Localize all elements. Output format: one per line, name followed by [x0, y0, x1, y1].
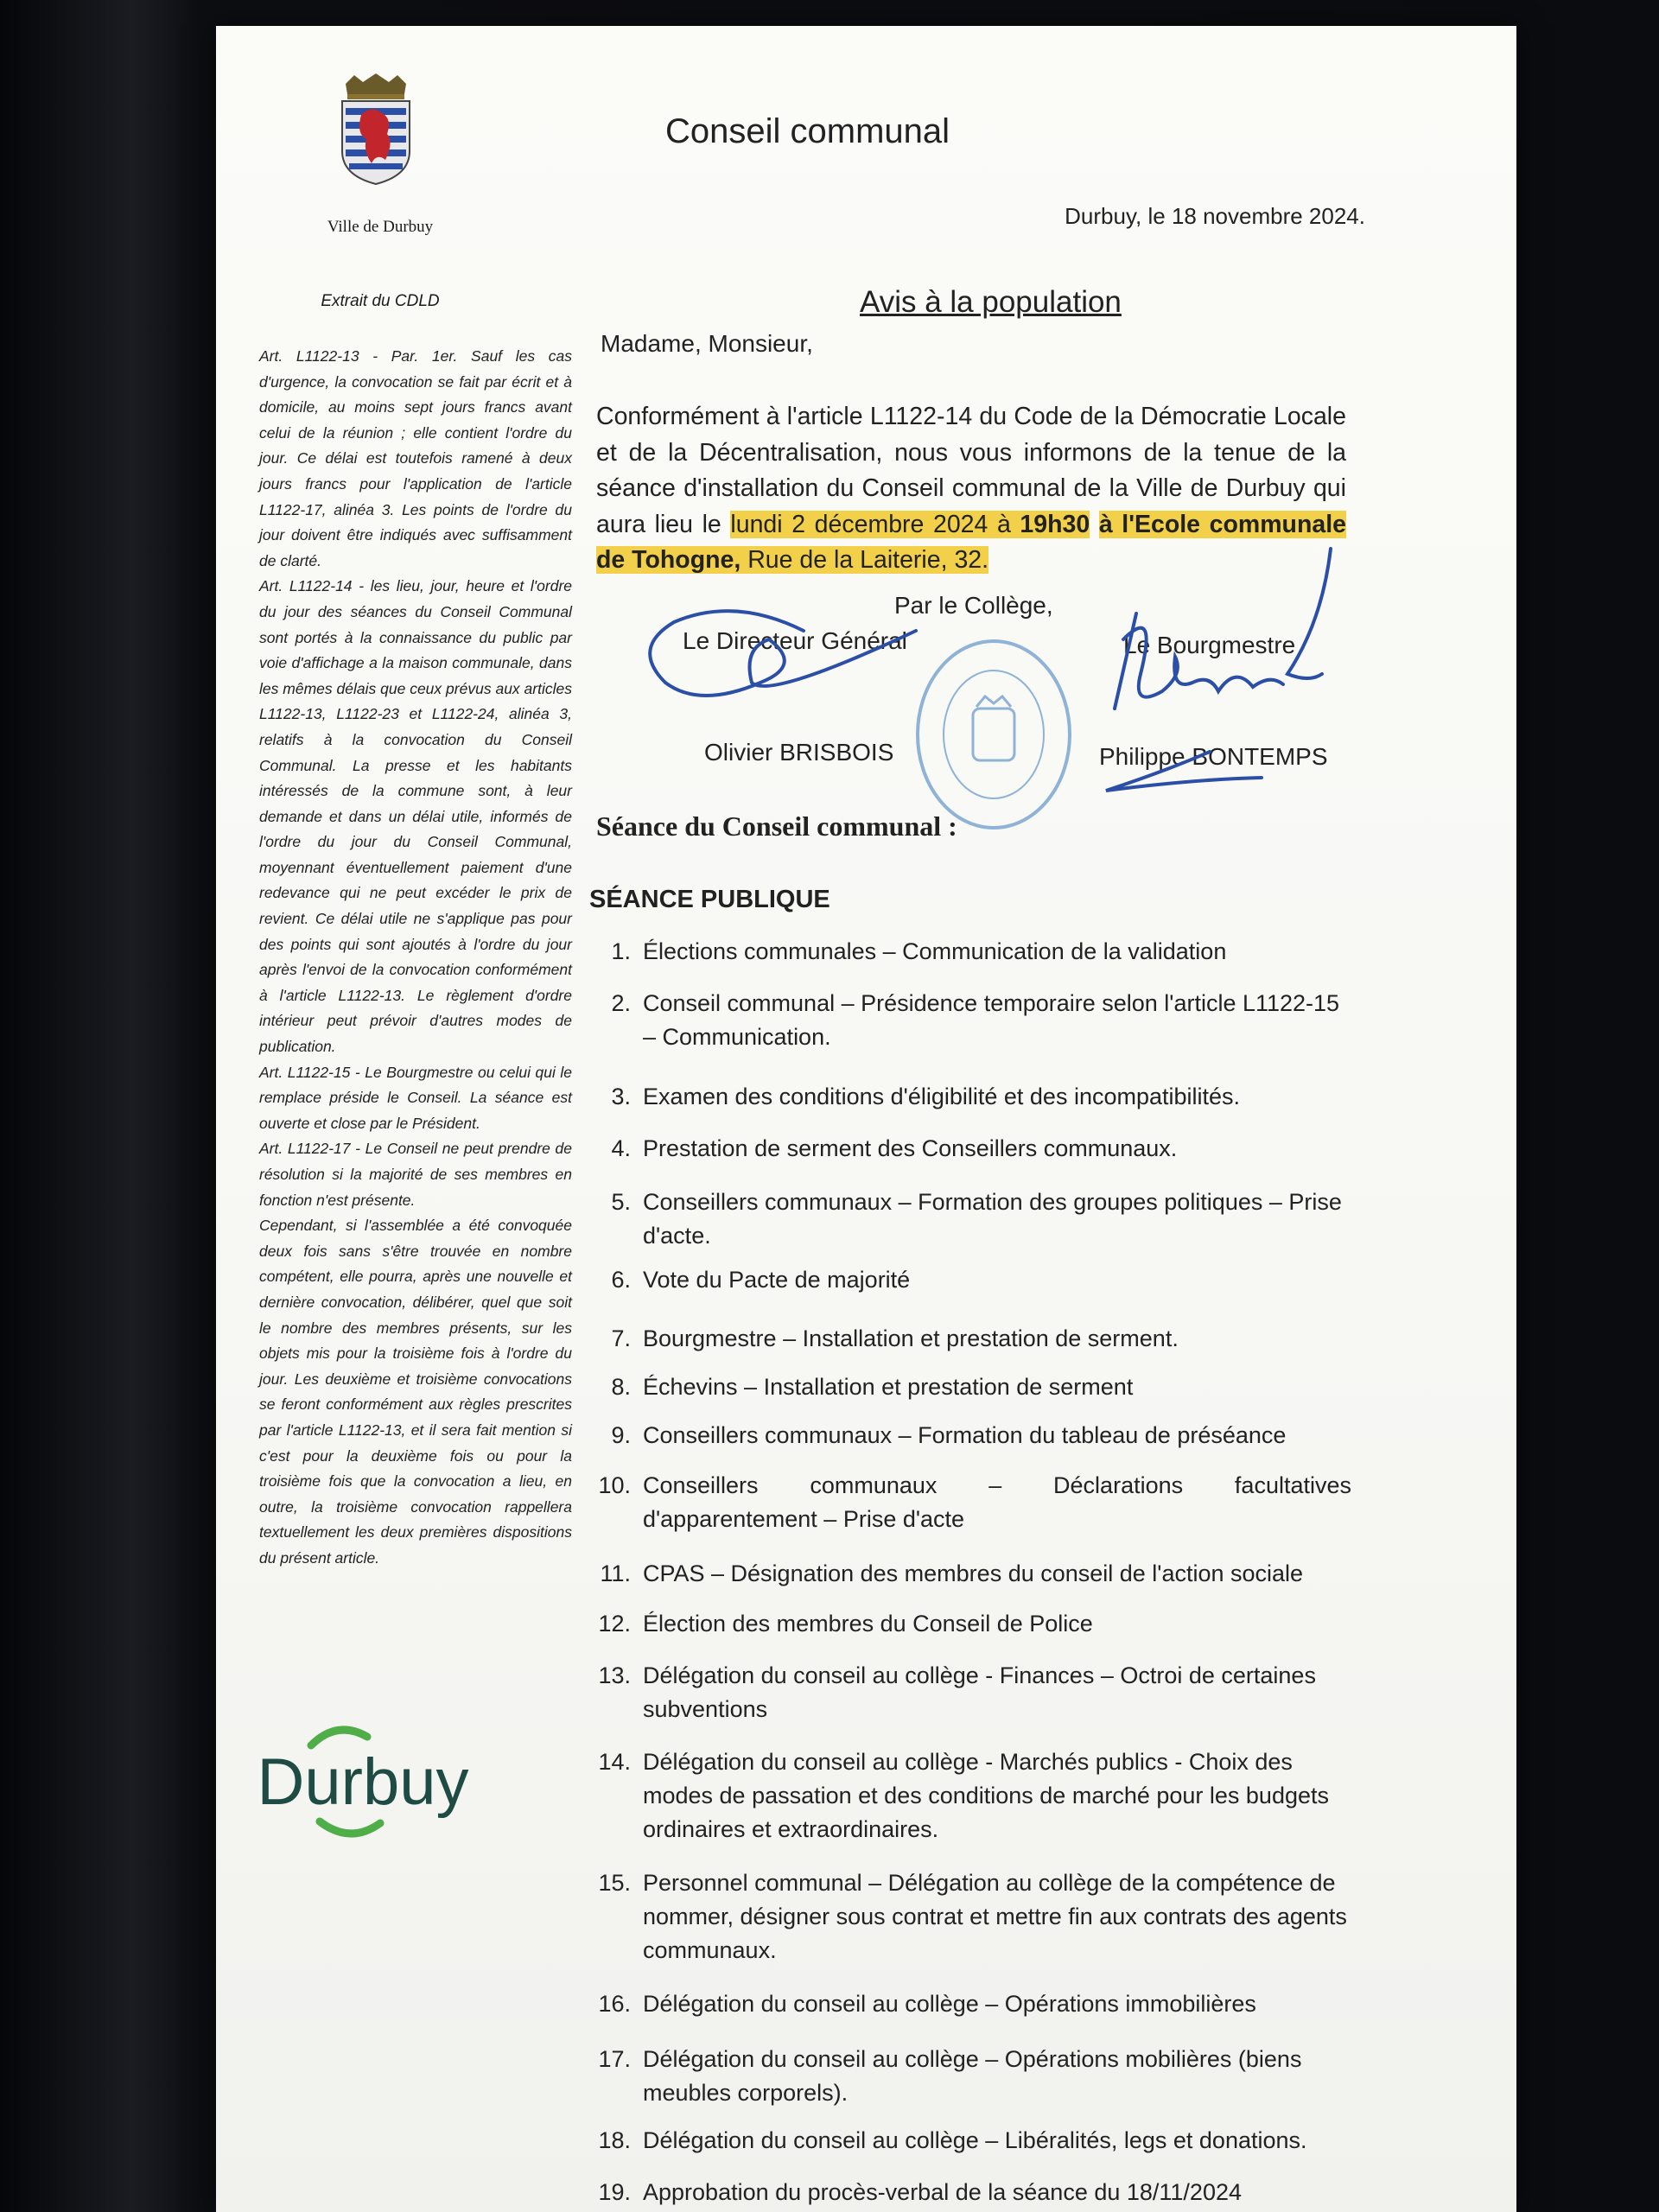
notice-body-text: Conformément à l'article L1122-14 du Code de la Démocratie Locale et de la Décentralisation, nous vous informons de la tenue de la séance d'installation du Conseil communal de la Ville de Durbuy qui aura lieu le — [596, 403, 1346, 538]
cdld-excerpt — [259, 344, 572, 1572]
agenda-number: 3. — [611, 1084, 631, 1109]
agenda-item — [579, 987, 1374, 1054]
notice-title: Avis à la population — [860, 285, 1122, 319]
mayor-title: Le Bourgmestre — [1123, 632, 1296, 658]
durbuy-logo — [251, 1711, 475, 1858]
cdld-paragraph: Art. L1122-15 - Le Bourgmestre ou celui qui le remplace préside le Conseil. La séance est ouverte et close par le Président. — [259, 1063, 572, 1132]
agenda-text: Délégation du conseil au collège – Libéralités, legs et donations. — [643, 2127, 1307, 2153]
salutation: Madame, Monsieur, — [601, 330, 813, 357]
ville-label: Ville de Durbuy — [327, 218, 434, 236]
agenda-item — [579, 1469, 1374, 1536]
agenda-item — [579, 1987, 1374, 2021]
agenda-number: 2. — [611, 990, 631, 1016]
highlight-time: 19h30 — [1020, 510, 1090, 538]
agenda-text: Vote du Pacte de majorité — [643, 1267, 911, 1293]
agenda-text: Bourgmestre – Installation et prestation de serment. — [643, 1325, 1179, 1351]
agenda-item — [579, 1185, 1374, 1253]
cdld-paragraph: Art. L1122-13 - Par. 1er. Sauf les cas d'urgence, la convocation se fait par écrit et à domicile, au moins sept jours francs avant celui de la réunion ; elle contient l'ordre du jour. Ce délai est toutefois ramené à deux jours francs pour l'application de l'article L1122-17, alinéa 3. Les points de l'ordre du jour doivent être indiqués avec suffisamment de clarté. — [259, 347, 572, 569]
agenda-number: 1. — [611, 938, 631, 964]
director-name: Olivier BRISBOIS — [704, 739, 894, 766]
agenda-number: 16. — [598, 1991, 631, 2017]
agenda-text: Échevins – Installation et prestation de serment — [643, 1374, 1134, 1400]
agenda-item — [579, 2176, 1374, 2209]
agenda-text: Élections communales – Communication de la validation — [643, 938, 1227, 964]
mayor-signature — [1089, 544, 1348, 830]
agenda-text: Prestation de serment des Conseillers communaux. — [643, 1135, 1178, 1161]
par-college-label: Par le Collège, — [894, 592, 1053, 619]
agenda-number: 7. — [611, 1325, 631, 1351]
cdld-paragraph: Art. L1122-14 - les lieu, jour, heure et l'ordre du jour des séances du Conseil Communal sont portés à la connaissance du public par voie d'affichage a la maison communale, dans les mêmes délais que ceux prévus aux articles L1122-13, L1122-23 et L1122-24, alinéa 3, relatifs à la convocation du Conseil Communal. La presse et les habitants intéressés de la commune sont, à leur demande et dans un délai utile, informés de l'ordre du jour du Conseil Communal, moyennant éventuellement paiement d'une redevance qui ne peut excéder le prix de revient. Ce délai utile ne s'applique pas pour des points qui sont ajoutés à l'ordre du jour après l'envoi de la convocation conformément à l'article L1122-13. Le règlement d'ordre intérieur peut prévoir d'autres modes de publication. — [259, 577, 572, 1056]
director-title: Le Directeur Général — [683, 627, 907, 654]
agenda-item — [579, 1419, 1374, 1452]
agenda-item — [579, 2124, 1374, 2158]
agenda-number: 14. — [598, 1749, 631, 1775]
director-signature — [631, 579, 925, 734]
agenda-item — [579, 1659, 1374, 1726]
date-line: Durbuy, le 18 novembre 2024. — [1065, 203, 1365, 229]
agenda-text: Conseillers communaux – Formation des groupes politiques – Prise d'acte. — [643, 1189, 1342, 1249]
agenda-number: 15. — [598, 1870, 631, 1896]
coat-of-arms-icon — [337, 73, 415, 186]
agenda-text: Examen des conditions d'éligibilité et des incompatibilités. — [643, 1084, 1241, 1109]
cdld-paragraph: Cependant, si l'assemblée a été convoquée deux fois sans s'être trouvée en nombre compétent, elle pourra, après une nouvelle et dernière convocation, délibérer, quel que soit le nombre des membres présents, sur les objets mis pour la troisième fois à l'ordre du jour. Les deuxième et troisième convocations se feront conformément aux règles prescrites par l'article L1122-13, et il sera fait mention si c'est pour la deuxième fois ou pour la troisième fois que la convocation a lieu, en outre, la troisième convocation rappellera textuellement les deux premières dispositions du présent article. — [259, 1217, 572, 1567]
agenda-item — [579, 1080, 1374, 1114]
extrait-title: Extrait du CDLD — [321, 292, 440, 310]
agenda-number: 10. — [598, 1472, 631, 1498]
agenda-text: Personnel communal – Délégation au collège de la compétence de nommer, désigner sous contrat et mettre fin aux contrats des agents communaux. — [643, 1870, 1347, 1963]
agenda-number: 6. — [611, 1267, 631, 1293]
agenda-item — [579, 1370, 1374, 1404]
agenda-number: 17. — [598, 2046, 631, 2072]
agenda-item — [579, 1132, 1374, 1166]
notice-spacer — [1090, 511, 1099, 538]
agenda-number: 8. — [611, 1374, 631, 1400]
highlight-place: à l'Ecole communale de Tohogne, — [596, 510, 1346, 574]
agenda-text: Élection des membres du Conseil de Police — [643, 1611, 1093, 1637]
agenda-item — [579, 1745, 1374, 1847]
agenda-item — [579, 1866, 1374, 1967]
agenda-text: Conseil communal – Présidence temporaire selon l'article L1122-15 – Communication. — [643, 990, 1340, 1050]
highlight-address: Rue de la Laiterie, 32. — [741, 546, 989, 574]
agenda-item — [579, 1607, 1374, 1641]
agenda-number: 13. — [598, 1662, 631, 1688]
document-page — [216, 26, 1516, 2212]
agenda-text: Délégation du conseil au collège - Marchés publics - Choix des modes de passation et des conditions de marché pour les budgets ordinaires et extraordinaires. — [643, 1749, 1329, 1842]
logo-wordmark: Durbuy — [257, 1745, 469, 1819]
agenda-text: Conseillers communaux – Déclarations facultatives d'apparentement – Prise d'acte — [643, 1472, 1351, 1532]
agenda-text: CPAS – Désignation des membres du conseil de l'action sociale — [643, 1560, 1304, 1586]
agenda-item — [579, 2043, 1374, 2110]
official-stamp — [907, 631, 1080, 838]
agenda-number: 19. — [598, 2179, 631, 2205]
agenda-number: 9. — [611, 1422, 631, 1448]
agenda-item — [579, 1322, 1374, 1356]
seance-title: Séance du Conseil communal : — [596, 810, 957, 842]
agenda-text: Approbation du procès-verbal de la séance du 18/11/2024 — [643, 2179, 1242, 2205]
agenda-number: 12. — [598, 1611, 631, 1637]
agenda-text: Délégation du conseil au collège - Finances – Octroi de certaines subventions — [643, 1662, 1316, 1722]
agenda-number: 4. — [611, 1135, 631, 1161]
agenda-item — [579, 1557, 1374, 1591]
agenda-text: Délégation du conseil au collège – Opérations immobilières — [643, 1991, 1256, 2017]
seance-publique-heading: SÉANCE PUBLIQUE — [589, 886, 830, 913]
agenda-text: Délégation du conseil au collège – Opérations mobilières (biens meubles corporels). — [643, 2046, 1302, 2106]
agenda-item — [579, 1263, 1374, 1297]
mayor-name: Philippe BONTEMPS — [1099, 743, 1328, 770]
document-title: Conseil communal — [665, 112, 950, 150]
agenda-text: Conseillers communaux – Formation du tableau de préséance — [643, 1422, 1287, 1448]
agenda-number: 18. — [598, 2127, 631, 2153]
agenda-item — [579, 935, 1374, 969]
highlight-date: lundi 2 décembre 2024 à — [730, 510, 1020, 538]
agenda-number: 11. — [600, 1560, 631, 1586]
cdld-paragraph: Art. L1122-17 - Le Conseil ne peut prendre de résolution si la majorité de ses membres en fonction n'est présente. — [259, 1140, 572, 1209]
agenda-number: 5. — [611, 1189, 631, 1215]
